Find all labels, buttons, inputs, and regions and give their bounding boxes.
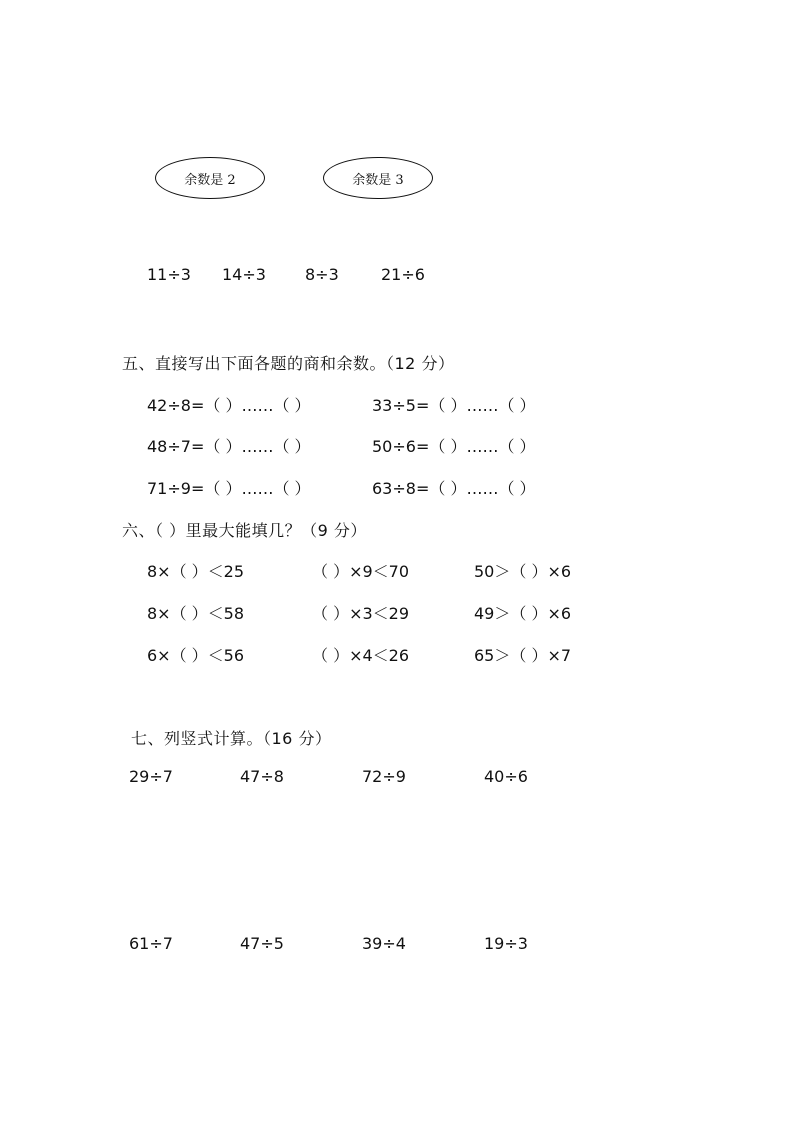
problem: 50＞（ ）×6 (474, 562, 572, 581)
problem: 19÷3 (484, 934, 528, 953)
expression: 11÷3 (147, 265, 191, 284)
problem: 33÷5=（ ）……（ ） (372, 396, 536, 415)
expression: 8÷3 (305, 265, 339, 284)
expression: 14÷3 (222, 265, 266, 284)
section-7-title: 七、列竖式计算。（16 分） (131, 729, 332, 748)
problem: 50÷6=（ ）……（ ） (372, 437, 536, 456)
problem: 6×（ ）＜56 (147, 646, 245, 665)
problem: 39÷4 (362, 934, 406, 953)
problem: （ ）×3＜29 (312, 604, 410, 623)
problem: 48÷7=（ ）……（ ） (147, 437, 311, 456)
problem: 8×（ ）＜25 (147, 562, 245, 581)
problem: （ ）×9＜70 (312, 562, 410, 581)
problem: 72÷9 (362, 767, 406, 786)
problem: （ ）×4＜26 (312, 646, 410, 665)
problem: 71÷9=（ ）……（ ） (147, 479, 311, 498)
section-6-title: 六、（ ）里最大能填几？（9 分） (122, 521, 367, 540)
problem: 63÷8=（ ）……（ ） (372, 479, 536, 498)
problem: 49＞（ ）×6 (474, 604, 572, 623)
oval-label: 余数是 3 (352, 172, 404, 188)
problem: 47÷8 (240, 767, 284, 786)
problem: 8×（ ）＜58 (147, 604, 245, 623)
problem: 42÷8=（ ）……（ ） (147, 396, 311, 415)
remainder-2-oval (155, 157, 265, 199)
oval-label: 余数是 2 (184, 172, 236, 188)
problem: 47÷5 (240, 934, 284, 953)
remainder-3-oval (323, 157, 433, 199)
section-5-title: 五、直接写出下面各题的商和余数。（12 分） (122, 354, 455, 373)
problem: 65＞（ ）×7 (474, 646, 572, 665)
problem: 40÷6 (484, 767, 528, 786)
problem: 29÷7 (129, 767, 173, 786)
expression: 21÷6 (381, 265, 425, 284)
problem: 61÷7 (129, 934, 173, 953)
